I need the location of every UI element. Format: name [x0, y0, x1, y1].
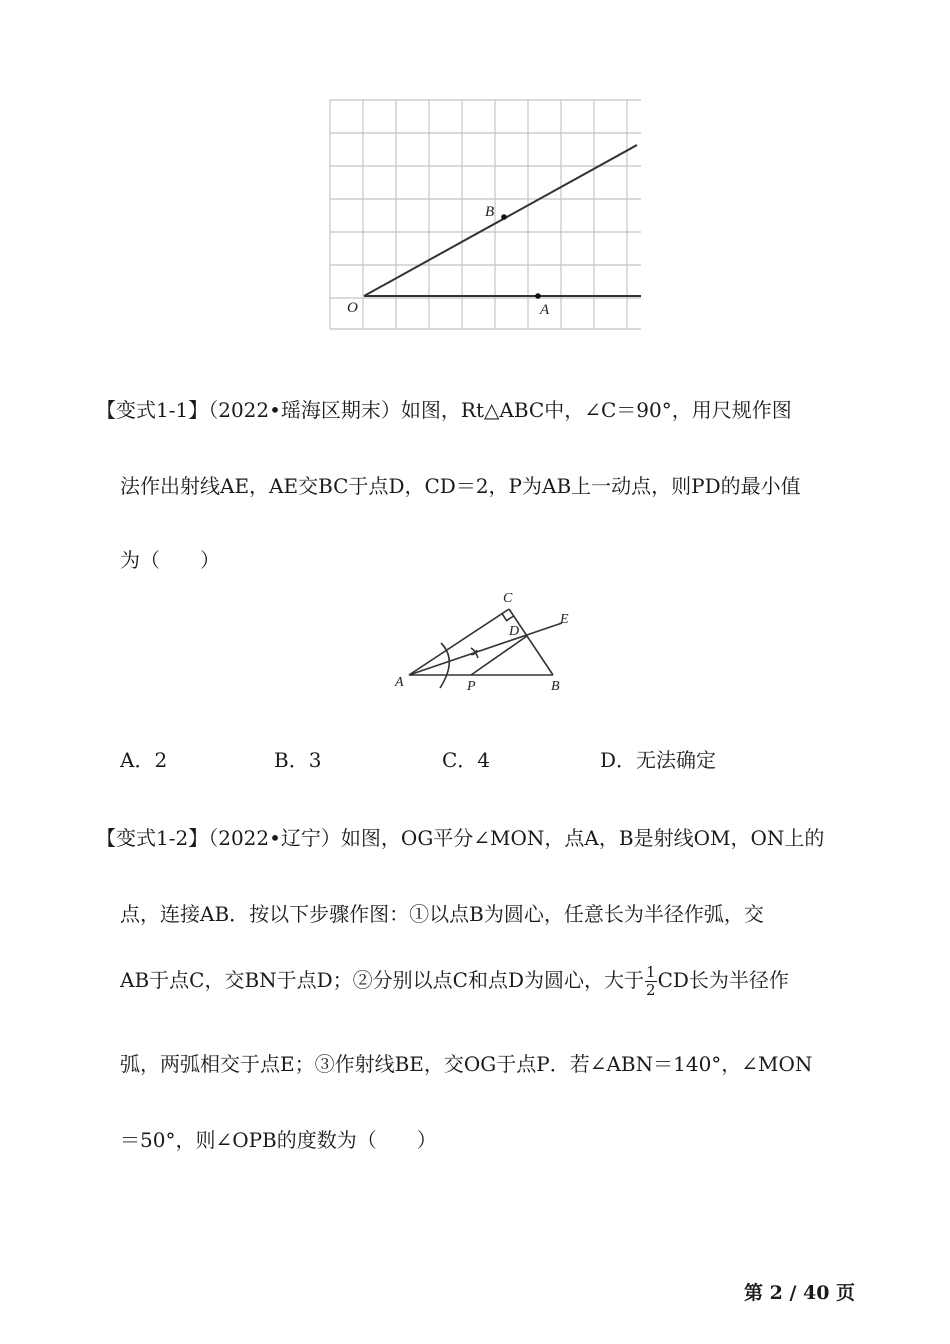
option-d[interactable]: D．无法确定 — [600, 748, 717, 772]
option-b[interactable]: B．3 — [274, 748, 322, 772]
problem2-line3 — [120, 964, 789, 998]
ray-ob — [364, 145, 637, 296]
problem1-line1 — [96, 394, 792, 423]
problem2-line2: 点，连接AB．按以下步骤作图：①以点B为圆心，任意长为半径作弧，交 — [120, 902, 764, 926]
problem2-source: （2022•辽宁） — [208, 826, 341, 850]
point-a — [535, 293, 541, 299]
fraction-one-half — [645, 965, 657, 998]
label-c: C — [503, 591, 513, 606]
side-cb — [509, 609, 553, 675]
label-b: B — [551, 679, 560, 694]
segment-pd — [471, 636, 527, 675]
label-b: B — [485, 204, 495, 220]
problem1-tag: 【变式1-1】 — [96, 398, 209, 422]
problem2-line1 — [96, 822, 824, 851]
fraction-denominator: 2 — [646, 981, 656, 999]
problem2-text1: 如图，OG平分∠MON，点A，B是射线OM，ON上的 — [340, 826, 825, 850]
problem1-line3: 为（ ） — [120, 548, 220, 572]
figure-grid-angle — [326, 98, 646, 334]
option-c[interactable]: C．4 — [442, 748, 491, 772]
fraction-numerator: 1 — [646, 963, 656, 981]
option-a[interactable]: A．2 — [120, 748, 168, 772]
label-o: O — [347, 300, 358, 316]
problem2-text3b: CD长为半径作 — [657, 968, 789, 992]
page-number: 第 2 / 40 页 — [744, 1282, 856, 1304]
figure-triangle-construction — [388, 584, 588, 696]
side-ac — [409, 609, 509, 675]
problem1-text1: 如图，Rt△ABC中，∠C＝90°，用尺规作图 — [400, 398, 792, 422]
label-a: A — [540, 302, 550, 318]
label-d: D — [509, 624, 520, 639]
label-a: A — [395, 675, 404, 690]
problem1-line2: 法作出射线AE，AE交BC于点D，CD＝2，P为AB上一动点，则PD的最小值 — [120, 474, 801, 498]
problem2-tag: 【变式1-2】 — [96, 826, 209, 850]
problem1-source: （2022•瑶海区期末） — [208, 398, 401, 422]
point-b — [501, 214, 507, 220]
problem2-line5: ＝50°，则∠OPB的度数为（ ） — [120, 1128, 437, 1152]
problem2-text3a: AB于点C，交BN于点D；②分别以点C和点D为圆心，大于 — [120, 968, 645, 992]
label-e: E — [560, 612, 569, 627]
ray-ae — [409, 623, 562, 675]
label-p: P — [467, 679, 476, 694]
problem2-line4: 弧，两弧相交于点E；③作射线BE，交OG于点P．若∠ABN＝140°，∠MON — [120, 1052, 813, 1076]
cross-arc — [470, 648, 478, 658]
